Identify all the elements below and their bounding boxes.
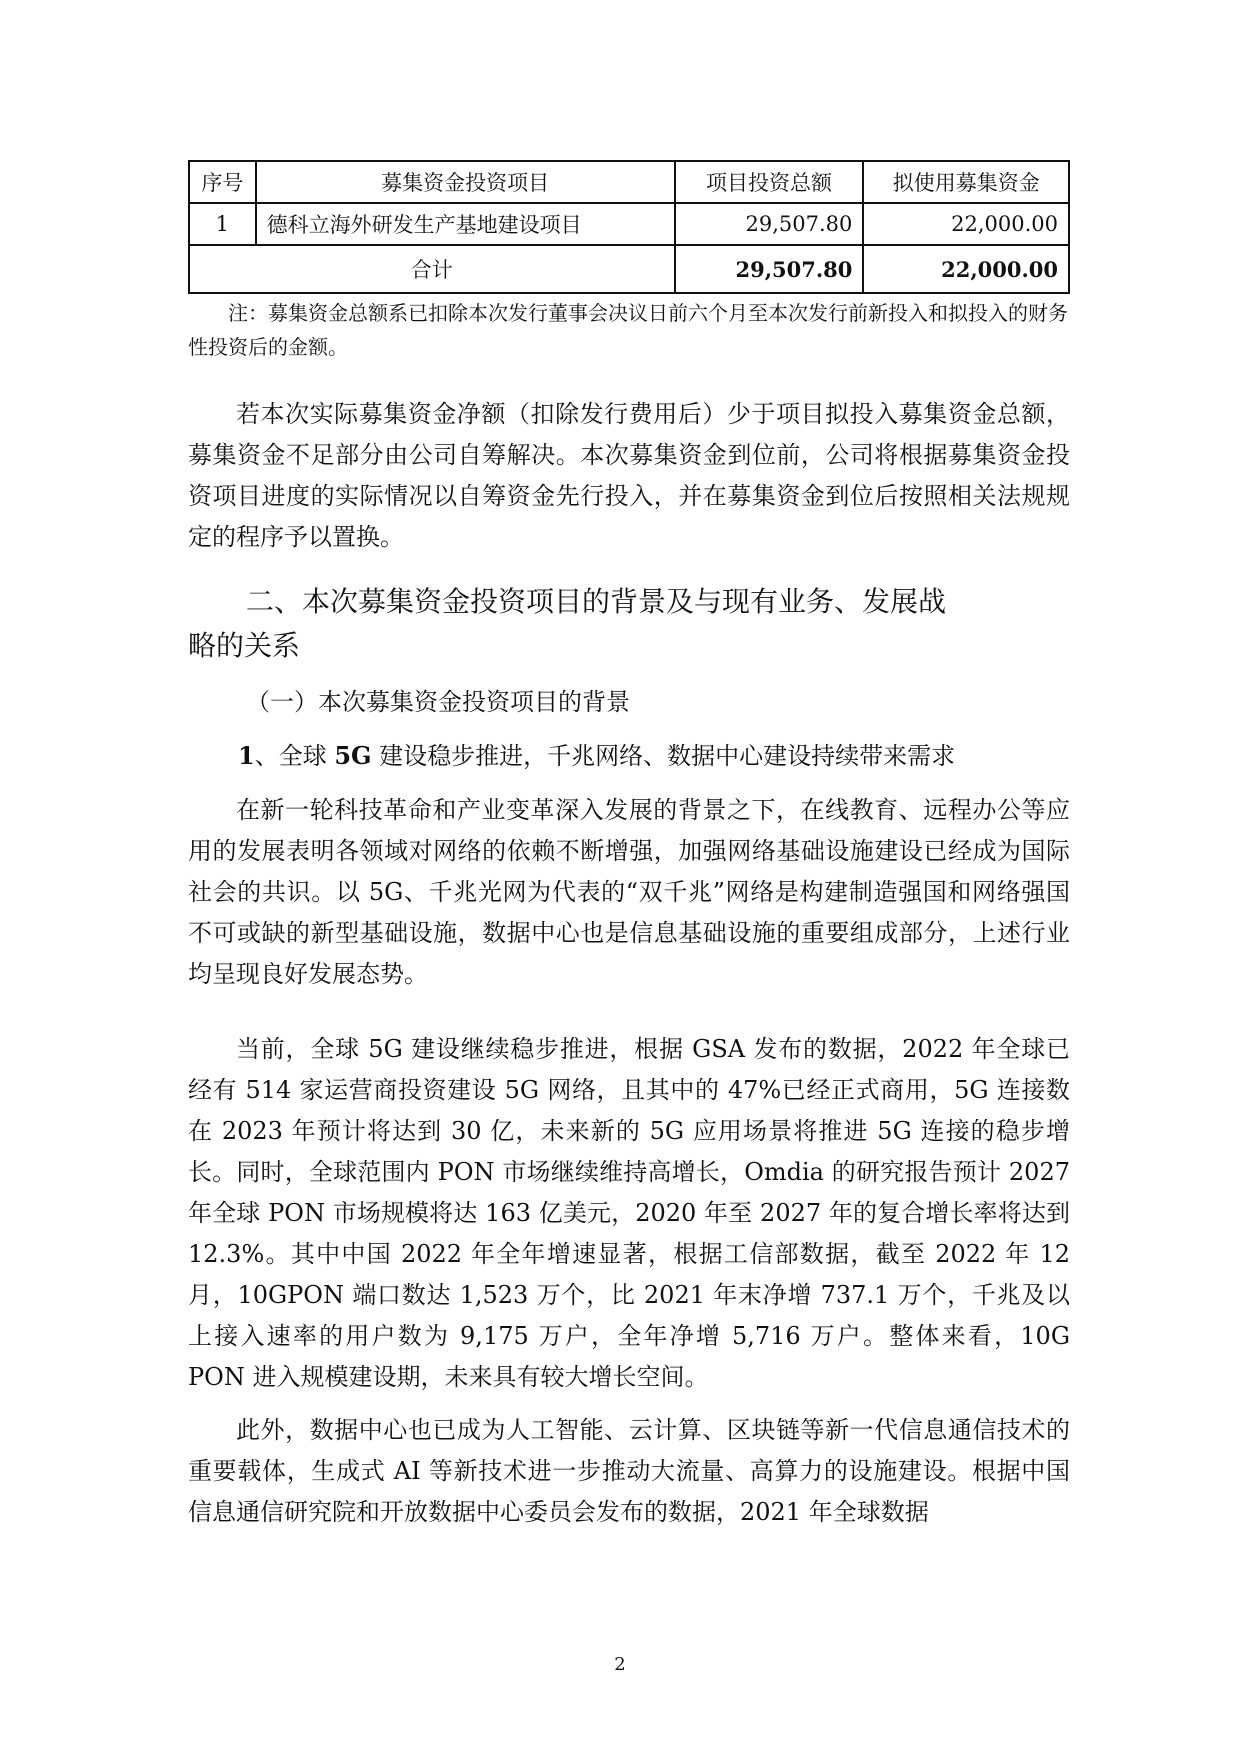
document-page <box>188 160 1070 1533</box>
item-heading-1 <box>188 736 1070 776</box>
paragraph-background: 在新一轮科技革命和产业变革深入发展的背景之下，在线教育、远程办公等应用的发展表明各领域对网络的依赖不断增强，加强网络基础设施建设已经成为国际社会的共识。以 5G、千兆光网为代表的“双千兆”网络是构建制造强国和网络强国不可或缺的新型基础设施，数据中心也是信息基础设施的重要组成部分，上述行业均呈现良好发展态势。 <box>188 796 1070 988</box>
cell-project: 德科立海外研发生产基地建设项目 <box>256 203 675 245</box>
table-row <box>189 203 1069 245</box>
header-total: 项目投资总额 <box>675 161 864 203</box>
table-total-row <box>189 245 1069 293</box>
total-amount: 29,507.80 <box>675 245 864 293</box>
cell-raise: 22,000.00 <box>863 203 1069 245</box>
fund-allocation-table <box>188 160 1070 294</box>
header-raise: 拟使用募集资金 <box>863 161 1069 203</box>
subsection-heading: （一）本次募集资金投资项目的背景 <box>246 688 630 716</box>
item-rest: 建设稳步推进，千兆网络、数据中心建设持续带来需求 <box>371 742 956 770</box>
table-header-row <box>189 161 1069 203</box>
paragraph-data-center: 此外，数据中心也已成为人工智能、云计算、区块链等新一代信息通信技术的重要载体，生成式 AI 等新技术进一步推动大流量、高算力的设施建设。根据中国信息通信研究院和开放数据中心委员会发布的数据，2021 年全球数据 <box>188 1416 1070 1526</box>
section-heading-line1: 二、本次募集资金投资项目的背景及与现有业务、发展战 <box>246 585 947 618</box>
cell-total: 29,507.80 <box>675 203 864 245</box>
paragraph-shortfall: 若本次实际募集资金净额（扣除发行费用后）少于项目拟投入募集资金总额，募集资金不足部分由公司自筹解决。本次募集资金到位前，公司将根据募集资金投资项目进度的实际情况以自筹资金先行投入，并在募集资金到位后按照相关法规规定的程序予以置换。 <box>188 400 1070 551</box>
page-number: 2 <box>614 1654 626 1675</box>
paragraph-5g-pon: 当前，全球 5G 建设继续稳步推进，根据 GSA 发布的数据，2022 年全球已经有 514 家运营商投资建设 5G 网络，且其中的 47%已经正式商用，5G 连接数在 2023 年预计将达到 30 亿，未来新的 5G 应用场景将推进 5G 连接的稳步增长。同时，全球范围内 PON 市场继续维持高增长，Omdia 的研究报告预计 2027 年全球 PON 市场规模将达 163 亿美元，2020 年至 2027 年的复合增长率将达到 12.3%。其中中国 2022 年全年增速显著，根据工信部数据，截至 2022 年 12 月，10GPON 端口数达 1,523 万个，比 2021 年末净增 737.1 万个，千兆及以上接入速率的用户数为 9,175 万户，全年净增 5,716 万户。整体来看，10G PON 进入规模建设期，未来具有较大增长空间。 <box>188 1035 1070 1391</box>
table-note: 注：募集资金总额系已扣除本次发行董事会决议日前六个月至本次发行前新投入和拟投入的财务性投资后的金额。 <box>188 301 1068 359</box>
item-5g: 5G <box>334 741 372 770</box>
section-heading-line2: 略的关系 <box>188 629 301 662</box>
total-label: 合计 <box>189 245 675 293</box>
header-no: 序号 <box>189 161 256 203</box>
header-project: 募集资金投资项目 <box>256 161 675 203</box>
item-sep: 、全球 <box>254 742 335 770</box>
section-heading <box>188 580 1070 668</box>
total-raise: 22,000.00 <box>863 245 1069 293</box>
cell-no: 1 <box>189 203 256 245</box>
item-number: 1 <box>238 741 255 770</box>
